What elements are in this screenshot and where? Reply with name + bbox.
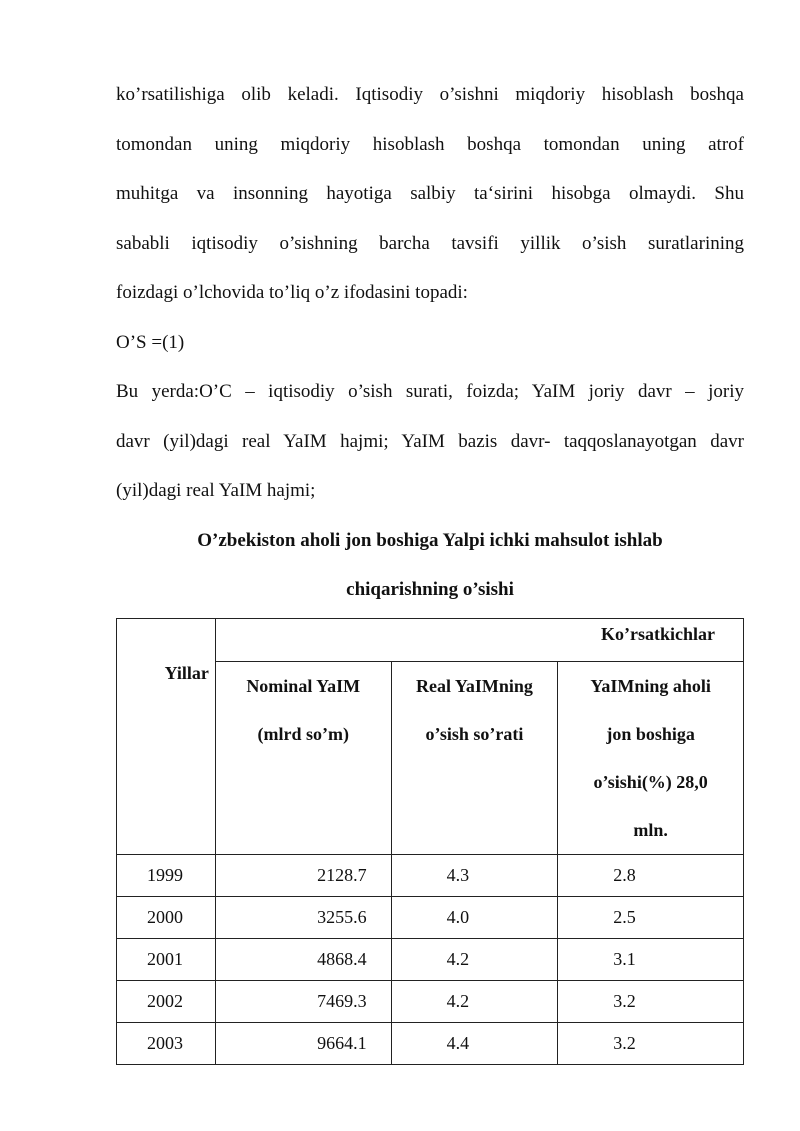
real-growth-cell: 4.3 [391,855,558,897]
table-row [117,1023,744,1065]
nominal-gdp-cell: 4868.4 [215,939,391,981]
nominal-gdp-cell: 9664.1 [215,1023,391,1065]
real-growth-cell: 4.0 [391,897,558,939]
table-row [117,939,744,981]
year-cell: 2002 [117,981,216,1023]
formula: O’S =(1) [116,331,185,353]
paragraph-line: ko’rsatilishiga olib keladi. Iqtisodiy o’sishni miqdoriy hisoblash boshqa [116,84,744,105]
years-header: Yillar [117,619,216,855]
paragraph-line: sababli iqtisodiy o’sishning barcha tavsifi yillik o’sish suratlarining [116,232,744,254]
paragraph-line: tomondan uning miqdoriy hisoblash boshqa tomondan uning atrof [116,133,744,155]
per-capita-cell: 2.5 [558,897,744,939]
year-cell: 1999 [117,855,216,897]
per-capita-cell: 2.8 [558,855,744,897]
table-header-row [117,619,744,662]
paragraph-line: foizdagi o’lchovida to’liq o’z ifodasini topadi: [116,282,468,303]
body-paragraph [116,70,744,318]
real-growth-cell: 4.2 [391,939,558,981]
per-capita-cell: 3.1 [558,939,744,981]
paragraph-line: muhitga va insonning hayotiga salbiy ta‘sirini hisobga olmaydi. Shu [116,183,744,204]
year-cell: 2001 [117,939,216,981]
data-table [116,618,744,1065]
real-growth-cell: 4.4 [391,1023,558,1065]
explanation-line: Bu yerda:O’C – iqtisodiy o’sish surati, foizda; YaIM joriy davr – joriy [116,381,744,402]
document-page [116,70,744,615]
year-cell: 2003 [117,1023,216,1065]
gdp-per-capita-header: YaIMning aholi jon boshiga o’sishi(%) 28,0 mln. [558,662,744,855]
real-growth-cell: 4.2 [391,981,558,1023]
table-row [117,981,744,1023]
real-gdp-growth-header: Real YaIMning o’sish so’rati [391,662,558,855]
nominal-gdp-cell: 7469.3 [215,981,391,1023]
explanation-paragraph [116,367,744,516]
indicators-header: Ko’rsatkichlar [215,619,743,662]
table-title [116,516,744,615]
nominal-gdp-header: Nominal YaIM (mlrd so’m) [215,662,391,855]
nominal-gdp-cell: 3255.6 [215,897,391,939]
table-title-line2: chiqarishning o’sishi [346,579,514,600]
explanation-line: davr (yil)dagi real YaIM hajmi; YaIM bazis davr- taqqoslanayotgan davr [116,430,744,452]
table-row [117,855,744,897]
table-title-line1: O’zbekiston aholi jon boshiga Yalpi ichki mahsulot ishlab [197,529,663,551]
table-row [117,897,744,939]
nominal-gdp-cell: 2128.7 [215,855,391,897]
per-capita-cell: 3.2 [558,1023,744,1065]
year-cell: 2000 [117,897,216,939]
explanation-line: (yil)dagi real YaIM hajmi; [116,480,316,501]
per-capita-cell: 3.2 [558,981,744,1023]
